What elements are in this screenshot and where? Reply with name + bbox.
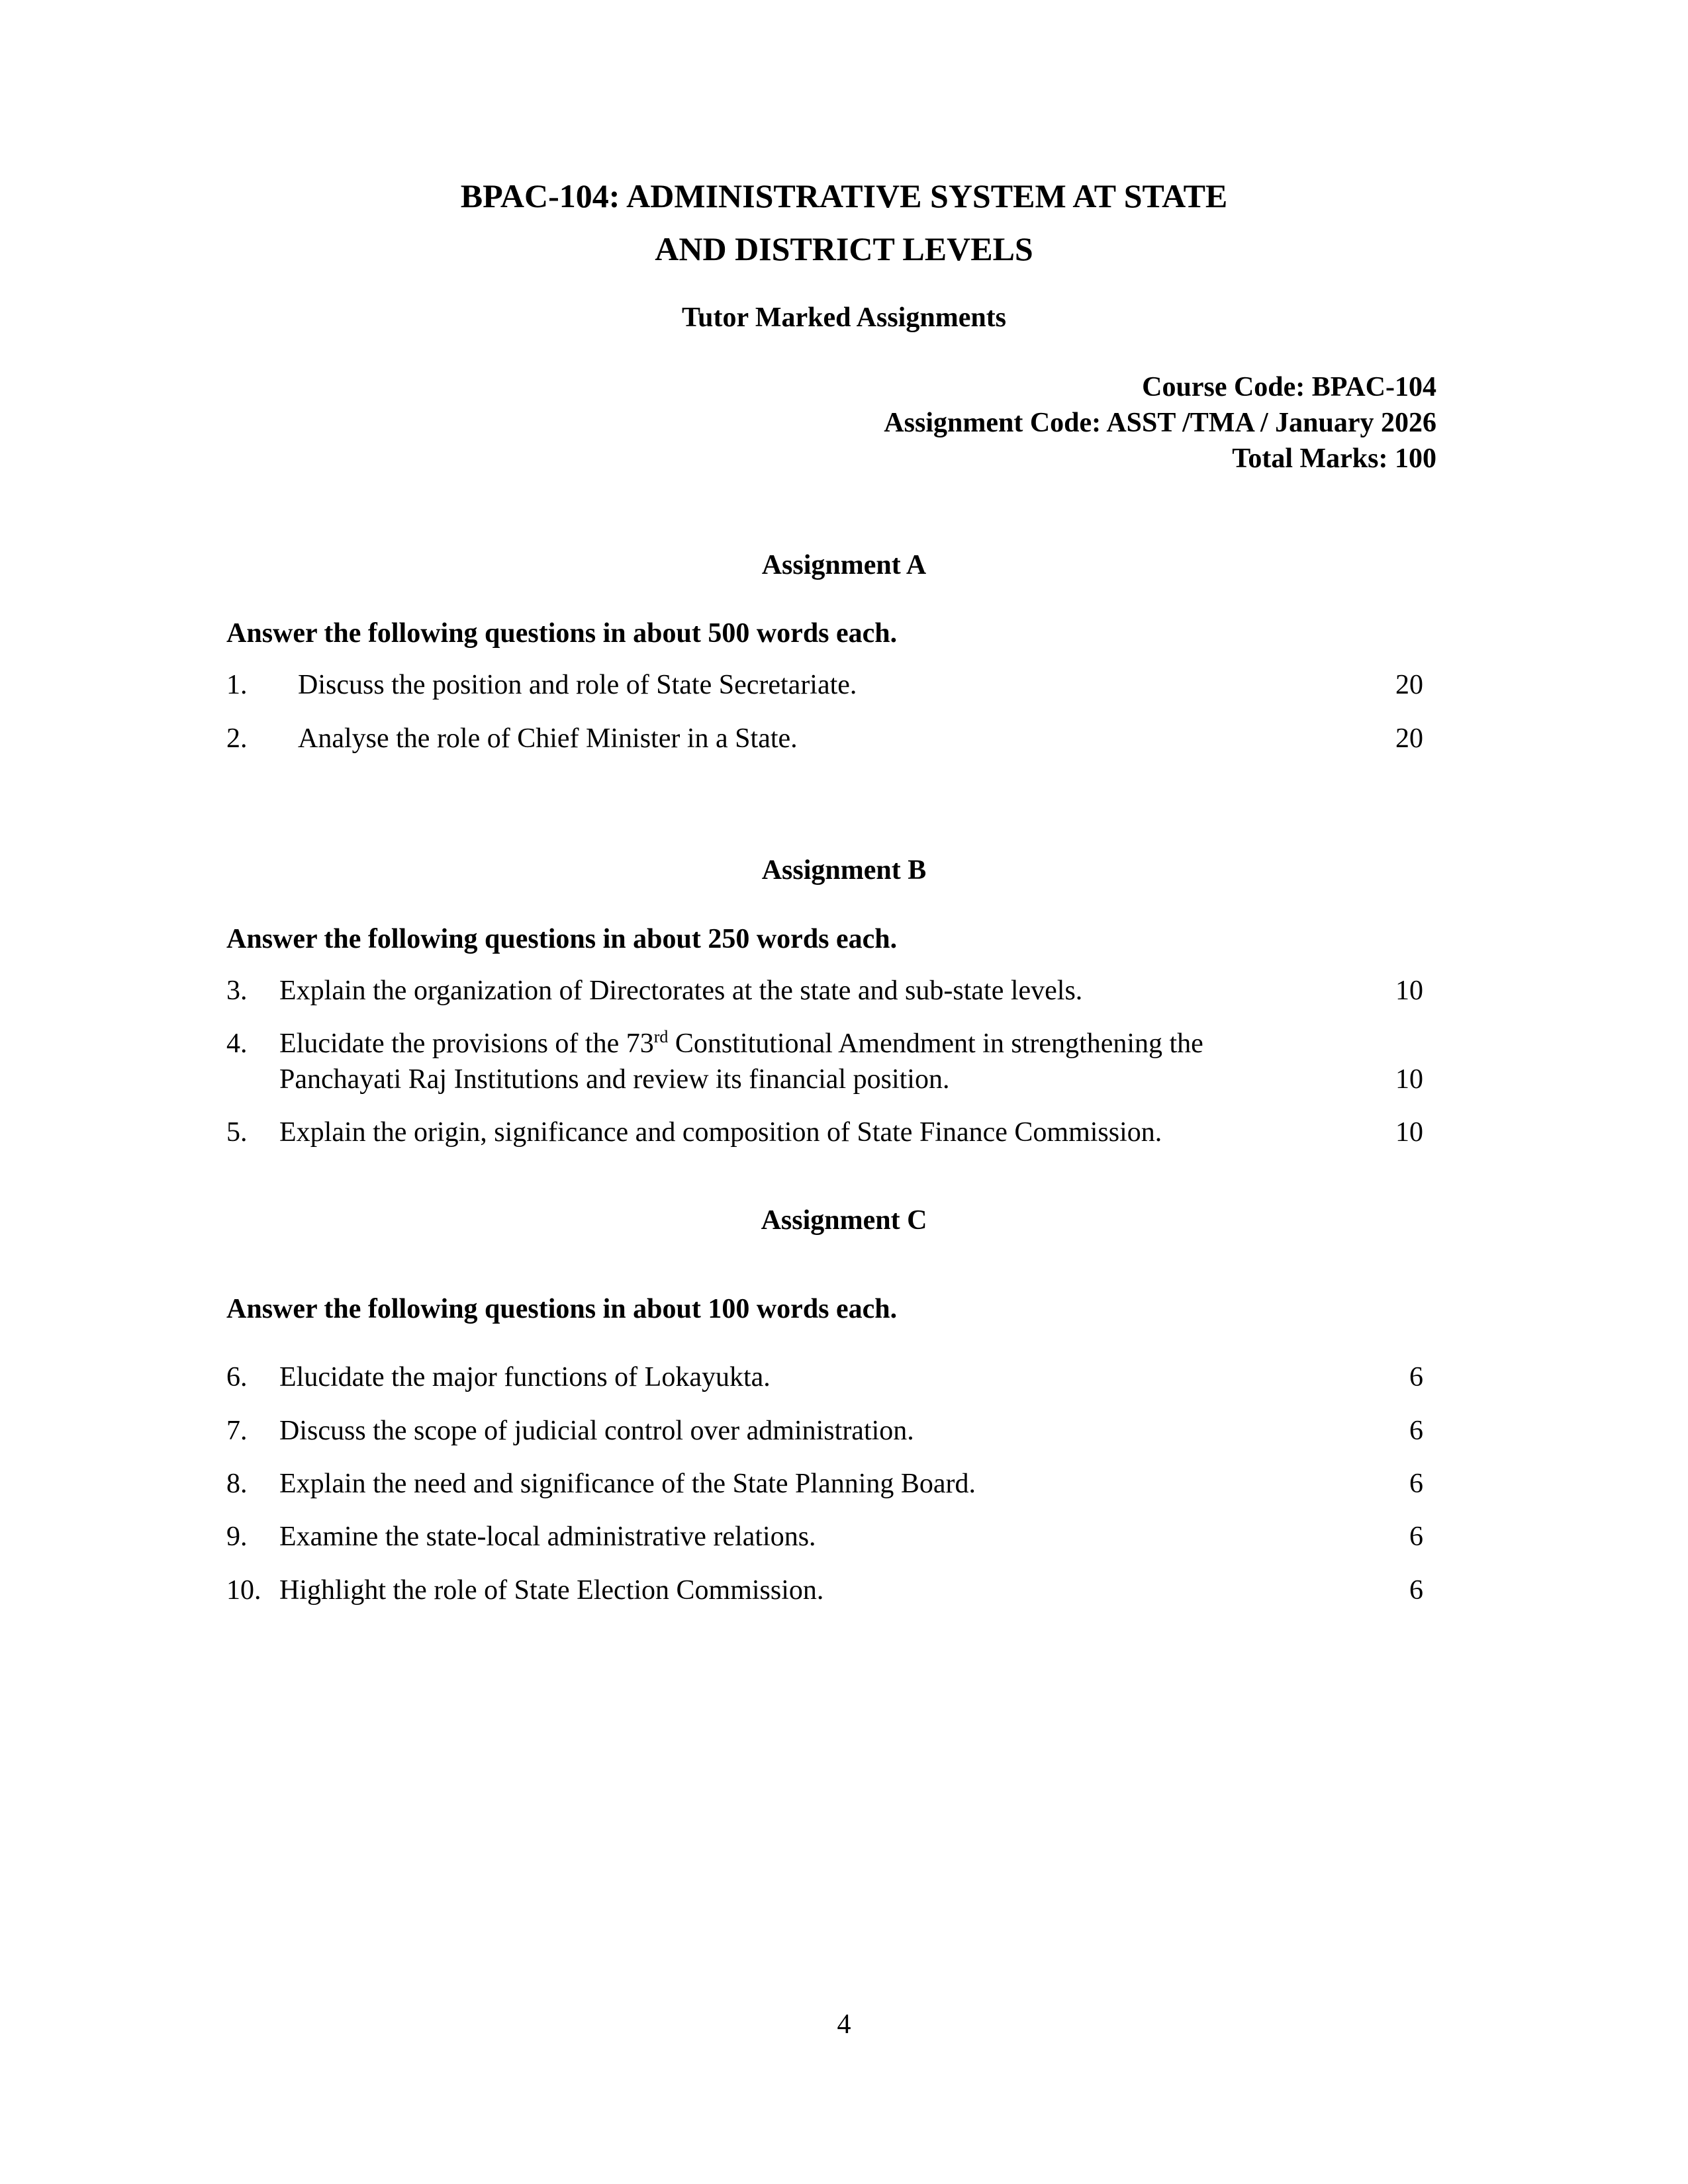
document-subtitle: Tutor Marked Assignments bbox=[681, 302, 1007, 333]
question-marks: 20 bbox=[1395, 723, 1423, 754]
question-number: 1. bbox=[226, 670, 248, 700]
question-number: 3. bbox=[226, 976, 248, 1006]
question-number: 9. bbox=[226, 1522, 248, 1552]
question-number: 6. bbox=[226, 1362, 248, 1392]
question-marks: 6 bbox=[1409, 1522, 1423, 1552]
assignment-c-heading: Assignment C bbox=[761, 1205, 927, 1236]
question-text: Analyse the role of Chief Minister in a State. bbox=[298, 723, 798, 754]
page-number: 4 bbox=[837, 2009, 851, 2040]
question-marks: 10 bbox=[1395, 1064, 1423, 1095]
question-marks: 6 bbox=[1409, 1362, 1423, 1392]
question-number: 4. bbox=[226, 1028, 248, 1059]
question-text: Explain the need and significance of the State Planning Board. bbox=[279, 1469, 976, 1499]
question-marks: 20 bbox=[1395, 670, 1423, 700]
question-text bbox=[279, 1027, 1203, 1060]
course-code: Course Code: BPAC-104 bbox=[1142, 372, 1436, 402]
question-text: Examine the state-local administrative relations. bbox=[279, 1522, 816, 1552]
question-number: 7. bbox=[226, 1416, 248, 1446]
question-number: 10. bbox=[226, 1575, 261, 1606]
question-number: 8. bbox=[226, 1469, 248, 1499]
document-title-line-2: AND DISTRICT LEVELS bbox=[655, 230, 1033, 267]
question-number: 5. bbox=[226, 1117, 248, 1148]
question-text: Discuss the position and role of State Secretariate. bbox=[298, 670, 857, 700]
question-marks: 6 bbox=[1409, 1469, 1423, 1499]
question-marks: 6 bbox=[1409, 1416, 1423, 1446]
total-marks: Total Marks: 100 bbox=[1232, 443, 1436, 474]
question-marks: 6 bbox=[1409, 1575, 1423, 1606]
assignment-b-instruction: Answer the following questions in about 250 words each. bbox=[226, 924, 898, 954]
assignment-code: Assignment Code: ASST /TMA / January 2026 bbox=[884, 408, 1436, 438]
assignment-b-heading: Assignment B bbox=[761, 855, 927, 886]
question-marks: 10 bbox=[1395, 976, 1423, 1006]
document-title-line-1: BPAC-104: ADMINISTRATIVE SYSTEM AT STATE bbox=[460, 177, 1228, 214]
assignment-a-instruction: Answer the following questions in about 500 words each. bbox=[226, 618, 898, 649]
question-text: Elucidate the major functions of Lokayukta. bbox=[279, 1362, 771, 1392]
question-text: Highlight the role of State Election Commission. bbox=[279, 1575, 824, 1606]
assignment-a-heading: Assignment A bbox=[761, 550, 927, 580]
question-text-line-2: Panchayati Raj Institutions and review its financial position. bbox=[279, 1064, 950, 1095]
question-text: Discuss the scope of judicial control over administration. bbox=[279, 1416, 914, 1446]
question-text: Explain the origin, significance and composition of State Finance Commission. bbox=[279, 1117, 1162, 1148]
ordinal-superscript: rd bbox=[653, 1027, 669, 1046]
question-number: 2. bbox=[226, 723, 248, 754]
question-text: Explain the organization of Directorates at the state and sub-state levels. bbox=[279, 976, 1083, 1006]
question-marks: 10 bbox=[1395, 1117, 1423, 1148]
question-text-part: Elucidate the provisions of the 73 bbox=[279, 1028, 654, 1059]
assignment-c-instruction: Answer the following questions in about 100 words each. bbox=[226, 1294, 898, 1324]
question-text-part: Constitutional Amendment in strengthening the bbox=[668, 1028, 1203, 1059]
